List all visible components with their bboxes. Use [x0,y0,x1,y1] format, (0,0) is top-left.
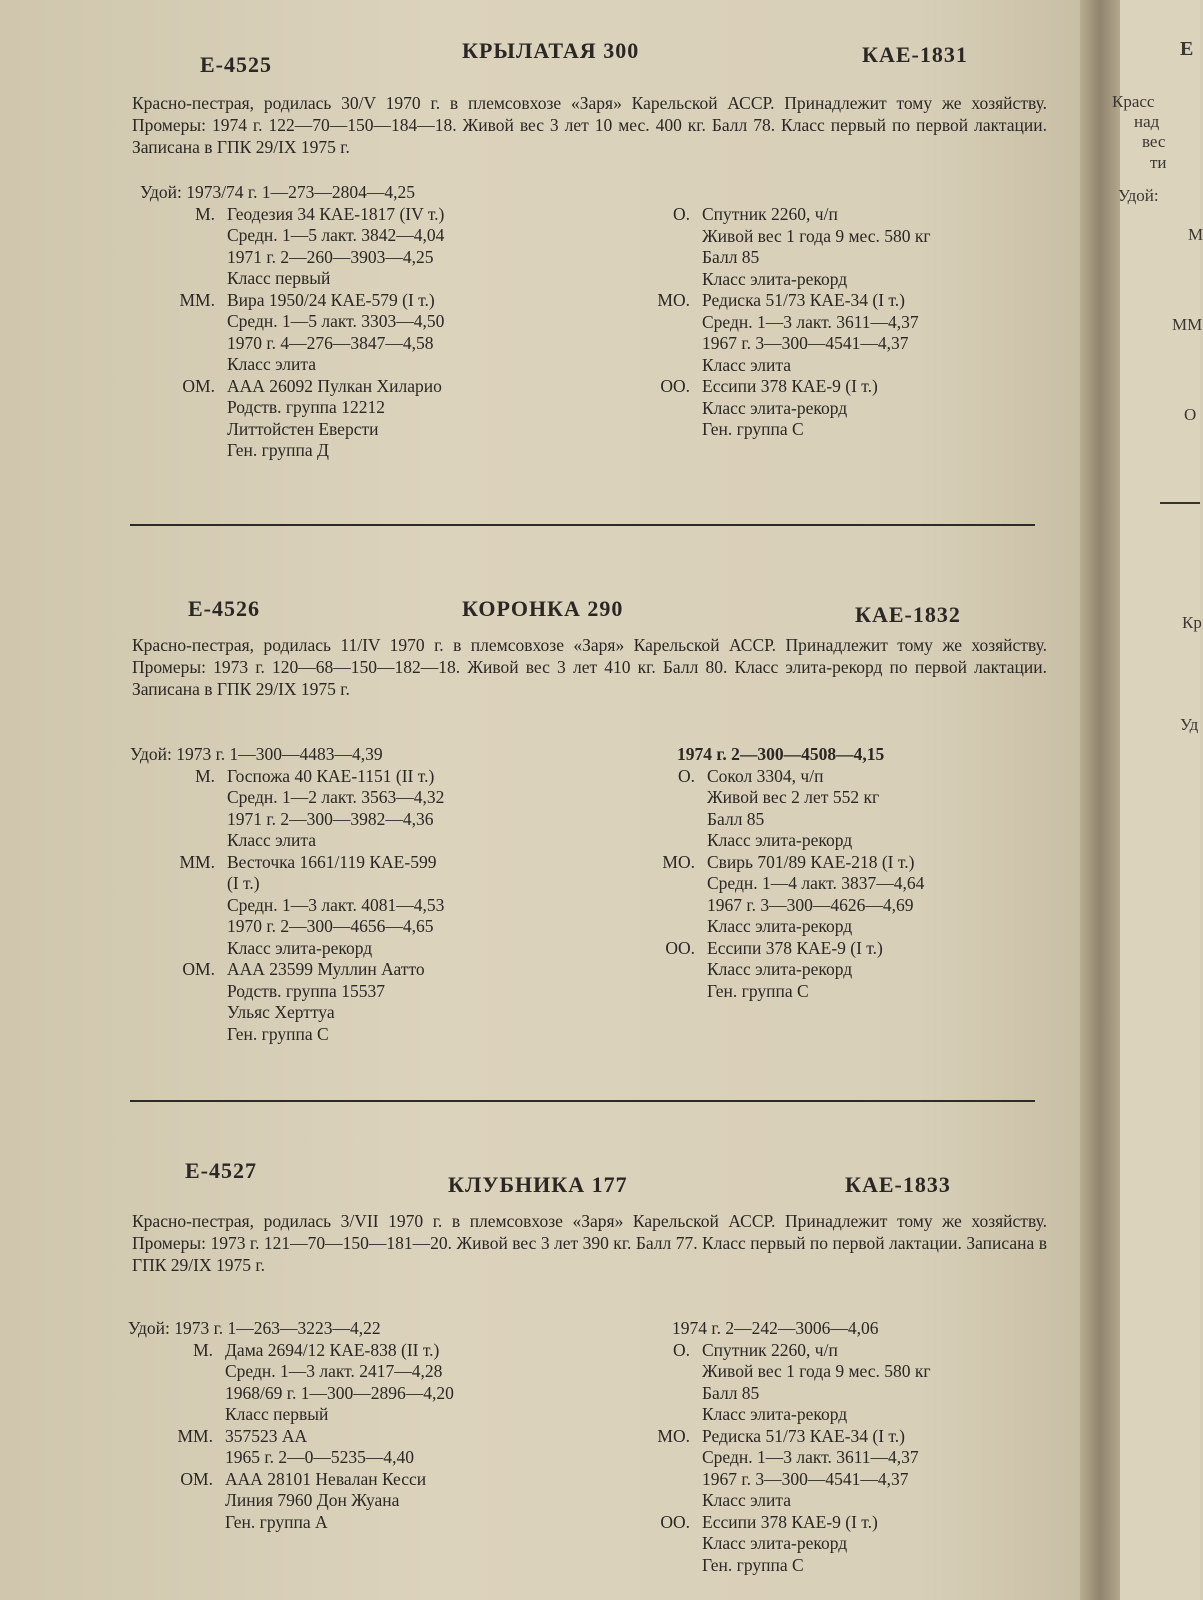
description-text: Красно-пестрая, родилась 3/VII 1970 г. в племсовхозе «Заря» Карельской АССР. Принадлежит тому же хозяйству. Промеры: 1973 г. 121—70—150—181—20. Живой вес 3 лет 390 кг. Балл 77. Класс первый по первой лактации. Записана в ГПК 29/IX 1975 г. [132,1211,1047,1275]
pedigree-text: Средн. 1—3 лакт. 3611—4,37 [702,311,919,332]
relation-label: ОМ. [180,1468,213,1489]
pedigree-text: Средн. 1—5 лакт. 3303—4,50 [227,311,445,331]
pedigree-text: Класс элита-рекорд [707,916,853,936]
pedigree-right [620,1318,931,1576]
pedigree-text: Сокол 3304, ч/п [707,765,824,786]
pedigree-text: Вира 1950/24 КАЕ-579 (I т.) [227,289,435,310]
pedigree-text: Литтойстен Еверсти [227,418,379,439]
description-text: Красно-пестрая, родилась 11/IV 1970 г. в племсовхозе «Заря» Карельской АССР. Принадлежит тому же хозяйству. Промеры: 1973 г. 120—68—150—182—18. Живой вес 3 лет 410 кг. Балл 80. Класс элита-рекорд по первой лактации. Записана в ГПК 29/IX 1975 г. [132,635,1047,699]
relation-label: ОО. [660,1511,690,1532]
pedigree-text: Класс элита-рекорд [702,397,848,418]
adjacent-fragment: ти [1150,153,1167,172]
pedigree-text: Балл 85 [707,808,765,829]
relation-label: М. [195,765,215,786]
adjacent-fragment: О [1184,405,1197,424]
pedigree-text: Средн. 1—5 лакт. 3842—4,04 [227,225,445,245]
entry-description [132,1210,1047,1276]
pedigree-line [620,1340,931,1426]
pedigree-text: Класс первый [225,1404,329,1424]
pedigree-text: Ген. группа С [702,419,804,439]
book-gutter [1080,0,1120,1600]
cow-name: КОРОНКА 290 [462,596,624,621]
milk-yield: Удой: 1973/74 г. 1—273—2804—4,25 [140,182,416,202]
relation-label: ОМ. [182,959,215,979]
pedigree-text: Ген. группа С [702,1554,804,1575]
pedigree-line [625,852,924,938]
pedigree-text: Родств. группа 15537 [227,980,385,1001]
registry-number: КАЕ-1833 [845,1172,951,1197]
entry-number: Е-4525 [200,52,272,77]
pedigree-text: 1967 г. 3—300—4626—4,69 [707,894,914,915]
milk-yield: Удой: 1973 г. 1—300—4483—4,39 [130,744,383,764]
pedigree-left [130,744,444,1045]
pedigree-line [620,204,931,290]
entry-number: Е-4526 [188,596,260,621]
milk-yield-second: 1974 г. 2—242—3006—4,06 [672,1318,879,1338]
pedigree-text: Класс элита [227,830,317,850]
cow-name: КЛУБНИКА 177 [448,1172,628,1197]
milk-yield: Удой: 1973 г. 1—263—3223—4,22 [128,1318,381,1338]
pedigree-text: 1970 г. 4—276—3847—4,58 [227,332,434,353]
relation-label: О. [677,765,695,786]
pedigree-text: Госпожа 40 КАЕ-1151 (II т.) [227,765,435,786]
pedigree-text: Ессипи 378 КАЕ-9 (I т.) [702,376,878,396]
pedigree-text: Класс элита-рекорд [227,937,373,958]
pedigree-text: Спутник 2260, ч/п [702,1339,838,1360]
pedigree-line [128,1469,454,1534]
pedigree-text: Родств. группа 12212 [227,397,385,417]
pedigree-text: Средн. 1—3 лакт. 3611—4,37 [702,1447,919,1467]
pedigree-text: Класс элита [227,354,317,374]
pedigree-text: Дама 2694/12 КАЕ-838 (II т.) [225,1339,440,1360]
pedigree-text: Класс элита-рекорд [707,830,853,850]
entry-number: Е-4527 [185,1158,257,1183]
pedigree-text: Класс элита [702,1490,792,1510]
pedigree-right [625,744,924,1002]
adjacent-fragment: Уд [1180,715,1199,734]
pedigree-text: Класс элита-рекорд [707,959,853,979]
pedigree-text: Ген. группа А [225,1511,328,1532]
description-text: Красно-пестрая, родилась 30/V 1970 г. в племсовхозе «Заря» Карельской АССР. Принадлежит тому же хозяйству. Промеры: 1974 г. 122—70—150—184—18. Живой вес 3 лет 10 мес. 400 кг. Балл 78. Класс первый по первой лактации. Записана в ГПК 29/IX 1975 г. [132,93,1047,157]
section-divider [130,1100,1035,1102]
pedigree-line [620,376,931,441]
adjacent-fragment: Красс [1112,92,1155,111]
pedigree-text: Класс элита-рекорд [702,268,848,289]
pedigree-text: Живой вес 1 года 9 мес. 580 кг [702,225,931,246]
pedigree-left [130,182,444,462]
pedigree-text: Средн. 1—3 лакт. 2417—4,28 [225,1361,443,1381]
relation-label: МО. [662,851,695,872]
pedigree-text: 1971 г. 2—300—3982—4,36 [227,808,434,829]
pedigree-left [128,1318,454,1533]
adjacent-page [1112,0,1203,1600]
pedigree-text: Класс элита [702,354,792,375]
pedigree-text: Средн. 1—2 лакт. 3563—4,32 [227,787,445,807]
pedigree-text: Живой вес 1 года 9 мес. 580 кг [702,1361,931,1381]
pedigree-text: Ген. группа Д [227,440,329,460]
adjacent-fragment: над [1134,112,1160,131]
pedigree-line [128,1340,454,1426]
pedigree-text: Класс элита-рекорд [702,1533,848,1553]
relation-label: МО. [657,290,690,310]
relation-label: М. [193,1339,213,1360]
pedigree-line [620,1512,931,1577]
relation-label: О. [672,204,690,224]
relation-label: ММ. [179,289,215,310]
section-divider [130,524,1035,526]
adjacent-rule [1160,502,1200,504]
adjacent-fragment: вес [1142,132,1166,151]
pedigree-text: Редиска 51/73 КАЕ-34 (I т.) [702,1425,905,1446]
pedigree-text: Ессипи 378 КАЕ-9 (I т.) [707,937,883,958]
entry-description [132,634,1047,700]
pedigree-text: Свирь 701/89 КАЕ-218 (I т.) [707,851,915,872]
pedigree-text: Геодезия 34 КАЕ-1817 (IV т.) [227,203,445,224]
pedigree-line [130,766,444,852]
entry-description [132,92,1047,158]
registry-number: КАЕ-1832 [855,602,961,627]
pedigree-text: Весточка 1661/119 КАЕ-599 [227,851,437,872]
pedigree-text: Живой вес 2 лет 552 кг [707,787,880,807]
cow-name: КРЫЛАТАЯ 300 [462,38,640,63]
pedigree-text: (I т.) [227,873,260,893]
registry-number: КАЕ-1831 [862,42,968,67]
pedigree-text: 1971 г. 2—260—3903—4,25 [227,246,434,267]
pedigree-text: Линия 7960 Дон Жуана [225,1490,400,1510]
pedigree-text: 1970 г. 2—300—4656—4,65 [227,916,434,936]
pedigree-text: Редиска 51/73 КАЕ-34 (I т.) [702,290,905,310]
pedigree-text: Ессипи 378 КАЕ-9 (I т.) [702,1511,878,1532]
relation-label: О. [672,1339,690,1360]
relation-label: ММ. [177,1425,213,1446]
adjacent-fragment: ММ [1172,315,1203,334]
pedigree-line [625,766,924,852]
pedigree-line [130,290,444,376]
pedigree-text: 1967 г. 3—300—4541—4,37 [702,333,909,353]
pedigree-text: Ген. группа С [707,980,809,1001]
relation-label: ММ. [179,851,215,872]
pedigree-text: Средн. 1—4 лакт. 3837—4,64 [707,873,925,893]
adjacent-fragment: Е [1180,38,1194,60]
pedigree-text: 1967 г. 3—300—4541—4,37 [702,1468,909,1489]
pedigree-line [620,290,931,376]
pedigree-text: Класс элита-рекорд [702,1404,848,1424]
relation-label: ОО. [660,376,690,396]
pedigree-text: 357523 АА [225,1425,308,1446]
pedigree-text: ААА 28101 Невалан Кесси [225,1468,427,1489]
pedigree-line [130,852,444,960]
pedigree-text: 1968/69 г. 1—300—2896—4,20 [225,1382,454,1403]
pedigree-text: ААА 26092 Пулкан Хиларио [227,375,442,396]
adjacent-fragment: Кр [1182,613,1202,632]
adjacent-fragment: Удой: [1118,186,1159,205]
relation-label: МО. [657,1425,690,1446]
relation-label: ОО. [665,937,695,958]
pedigree-right [620,204,931,441]
pedigree-text: Спутник 2260, ч/п [702,204,838,224]
pedigree-text: ААА 23599 Муллин Аатто [227,959,425,979]
adjacent-fragment: М [1188,225,1203,244]
pedigree-text: 1965 г. 2—0—5235—4,40 [225,1447,414,1467]
pedigree-line [625,938,924,1003]
pedigree-text: Средн. 1—3 лакт. 4081—4,53 [227,894,445,915]
pedigree-text: Балл 85 [702,1382,760,1403]
relation-label: ОМ. [182,375,215,396]
pedigree-line [620,1426,931,1512]
pedigree-line [130,204,444,290]
milk-yield-second: 1974 г. 2—300—4508—4,15 [677,744,885,764]
pedigree-line [130,376,444,462]
pedigree-line [128,1426,454,1469]
relation-label: М. [195,203,215,224]
pedigree-text: Балл 85 [702,247,760,267]
pedigree-text: Ульяс Херттуа [227,1002,335,1022]
pedigree-text: Ген. группа С [227,1023,329,1044]
pedigree-text: Класс первый [227,268,331,288]
pedigree-line [130,959,444,1045]
